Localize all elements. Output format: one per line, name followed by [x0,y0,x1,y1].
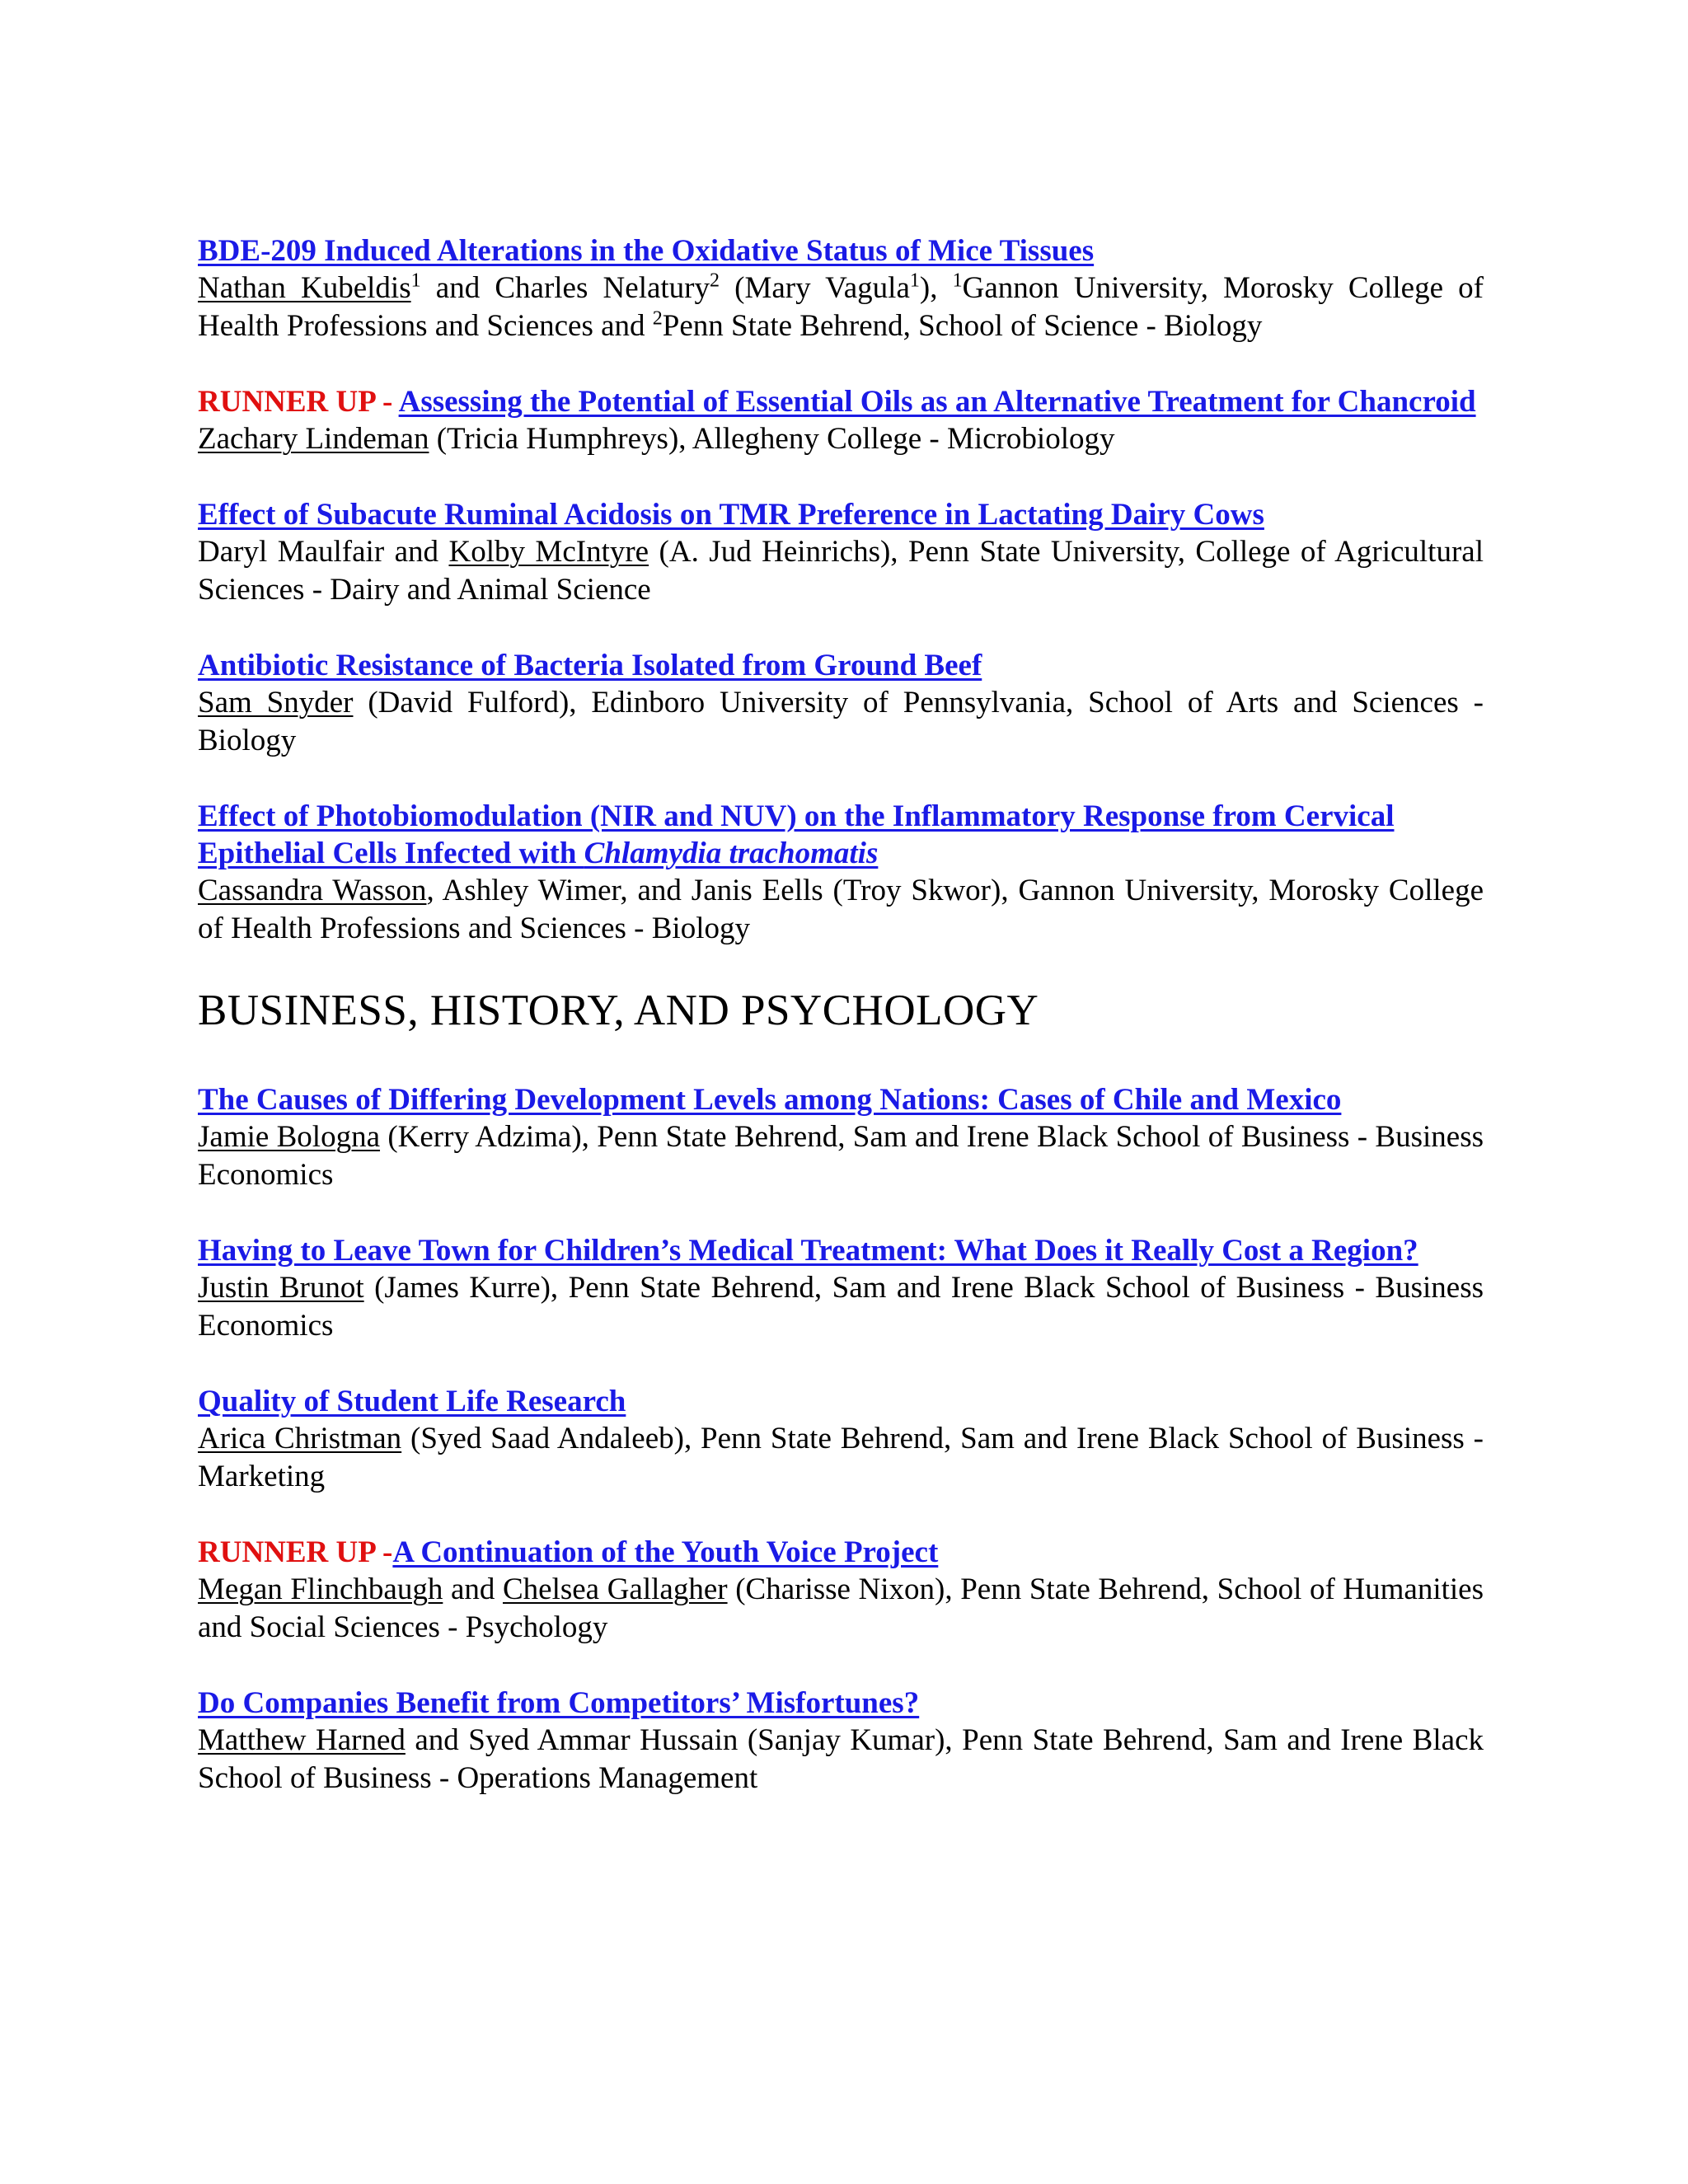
title-link[interactable]: Having to Leave Town for Children’s Medical Treatment: What Does it Really Cost a Region? [198,1234,1418,1268]
author-text: (James Kurre), Penn State Behrend, Sam and Irene Black School of Business - Business Economics [198,1271,1484,1343]
entry-title [198,647,1484,684]
author-text: (Charisse Nixon), Penn State Behrend, School of Humanities and Social Sciences - Psychology [198,1572,1484,1644]
author-text: , Ashley Wimer, and Janis Eells (Troy Skwor), Gannon University, Morosky College of Health Professions and Sciences - Biology [198,874,1484,945]
author-text: (Kerry Adzima), Penn State Behrend, Sam and Irene Black School of Business - Business Economics [198,1120,1484,1192]
entry-authors [198,269,1484,345]
document-page [198,232,1484,1835]
entry-title [198,1232,1484,1269]
entry-title [198,1081,1484,1118]
title-link[interactable]: BDE-209 Induced Alterations in the Oxidative Status of Mice Tissues [198,234,1095,268]
abstract-entry-bde209 [198,232,1484,345]
affiliation-mark: 2 [710,269,720,292]
entry-authors [198,872,1484,948]
title-link[interactable] [198,799,1394,870]
presenter-name: Nathan Kubeldis [198,271,411,305]
section-heading: BUSINESS, HISTORY, AND PSYCHOLOGY [198,987,1039,1034]
title-link[interactable]: Do Companies Benefit from Competitors’ Misfortunes? [198,1686,920,1720]
presenter-name: Arica Christman [198,1422,402,1455]
abstract-entry-ground-beef [198,647,1484,760]
author-text: and Syed Ammar Hussain (Sanjay Kumar), Penn State Behrend, Sam and Irene Black School of Business - Operations Management [198,1723,1484,1795]
title-link[interactable]: Quality of Student Life Research [198,1385,626,1418]
presenter-name: Megan Flinchbaugh [198,1572,443,1606]
author-text: and Charles Nelatury [420,271,710,305]
author-text: (Tricia Humphreys), Allegheny College - Microbiology [429,422,1115,456]
entry-authors [198,1118,1484,1194]
affiliation-mark: 1 [410,269,421,292]
author-text: (A. Jud Heinrichs), Penn State University, College of Agricultural Sciences - Dairy and Animal Science [198,535,1484,607]
entry-title [198,232,1484,269]
author-text: Penn State Behrend, School of Science - Biology [662,309,1263,343]
abstract-entry-student-life [198,1383,1484,1496]
entry-title [198,496,1484,533]
presenter-name: Justin Brunot [198,1271,364,1305]
entry-title [198,1534,1484,1571]
title-link[interactable]: Antibiotic Resistance of Bacteria Isolated from Ground Beef [198,649,982,682]
presenter-name: Jamie Bologna [198,1120,381,1154]
presenter-name: Kolby McIntyre [448,535,649,569]
presenter-name: Sam Snyder [198,686,354,719]
title-link[interactable]: The Causes of Differing Development Levels among Nations: Cases of Chile and Mexico [198,1083,1342,1117]
entry-authors [198,1269,1484,1345]
title-link[interactable]: Assessing the Potential of Essential Oils as an Alternative Treatment for Chancroid [398,385,1476,419]
author-text: (Mary Vagula [720,271,910,305]
title-link[interactable]: A Continuation of the Youth Voice Project [392,1535,939,1569]
author-text: ), [919,271,953,305]
affiliation-mark: 1 [909,269,920,292]
abstract-entry-medical-treatment [198,1232,1484,1345]
entry-authors [198,1722,1484,1797]
runner-up-badge: RUNNER UP - [198,1535,393,1569]
affiliation-mark: 2 [652,307,663,330]
entry-authors [198,1571,1484,1647]
presenter-name: Cassandra Wasson [198,874,427,907]
abstract-entry-competitors [198,1685,1484,1797]
entry-title [198,798,1484,872]
title-text: Effect of Photobiomodulation (NIR and NUV) on the Inflammatory Response from Cervical Epithelial Cells Infected with [198,799,1395,870]
entry-title [198,1383,1484,1420]
entry-title [198,1685,1484,1722]
presenter-name: Chelsea Gallagher [502,1572,728,1606]
entry-authors [198,420,1484,458]
entry-title [198,383,1484,420]
author-text: Daryl Maulfair and [198,535,449,569]
abstract-entry-chile-mexico [198,1081,1484,1194]
entry-authors [198,533,1484,609]
author-text: and [443,1572,503,1606]
affiliation-mark: 1 [952,269,963,292]
abstract-entry-youth-voice [198,1534,1484,1647]
abstract-entry-photobiomodulation [198,798,1484,948]
entry-authors [198,1420,1484,1496]
abstract-entry-chancroid [198,383,1484,458]
runner-up-badge: RUNNER UP - [198,385,399,419]
abstract-entry-dairy-cows [198,496,1484,609]
presenter-name: Matthew Harned [198,1723,406,1757]
presenter-name: Zachary Lindeman [198,422,429,456]
author-text: (Syed Saad Andaleeb), Penn State Behrend, Sam and Irene Black School of Business - Marketing [198,1422,1484,1493]
author-text: Gannon University, Morosky College of Health Professions and Sciences and [198,271,1484,343]
title-italic-text: Chlamydia trachomatis [584,837,879,870]
author-text: (David Fulford), Edinboro University of Pennsylvania, School of Arts and Sciences - Biology [198,686,1484,757]
entry-authors [198,684,1484,760]
title-link[interactable]: Effect of Subacute Ruminal Acidosis on TMR Preference in Lactating Dairy Cows [198,498,1264,532]
